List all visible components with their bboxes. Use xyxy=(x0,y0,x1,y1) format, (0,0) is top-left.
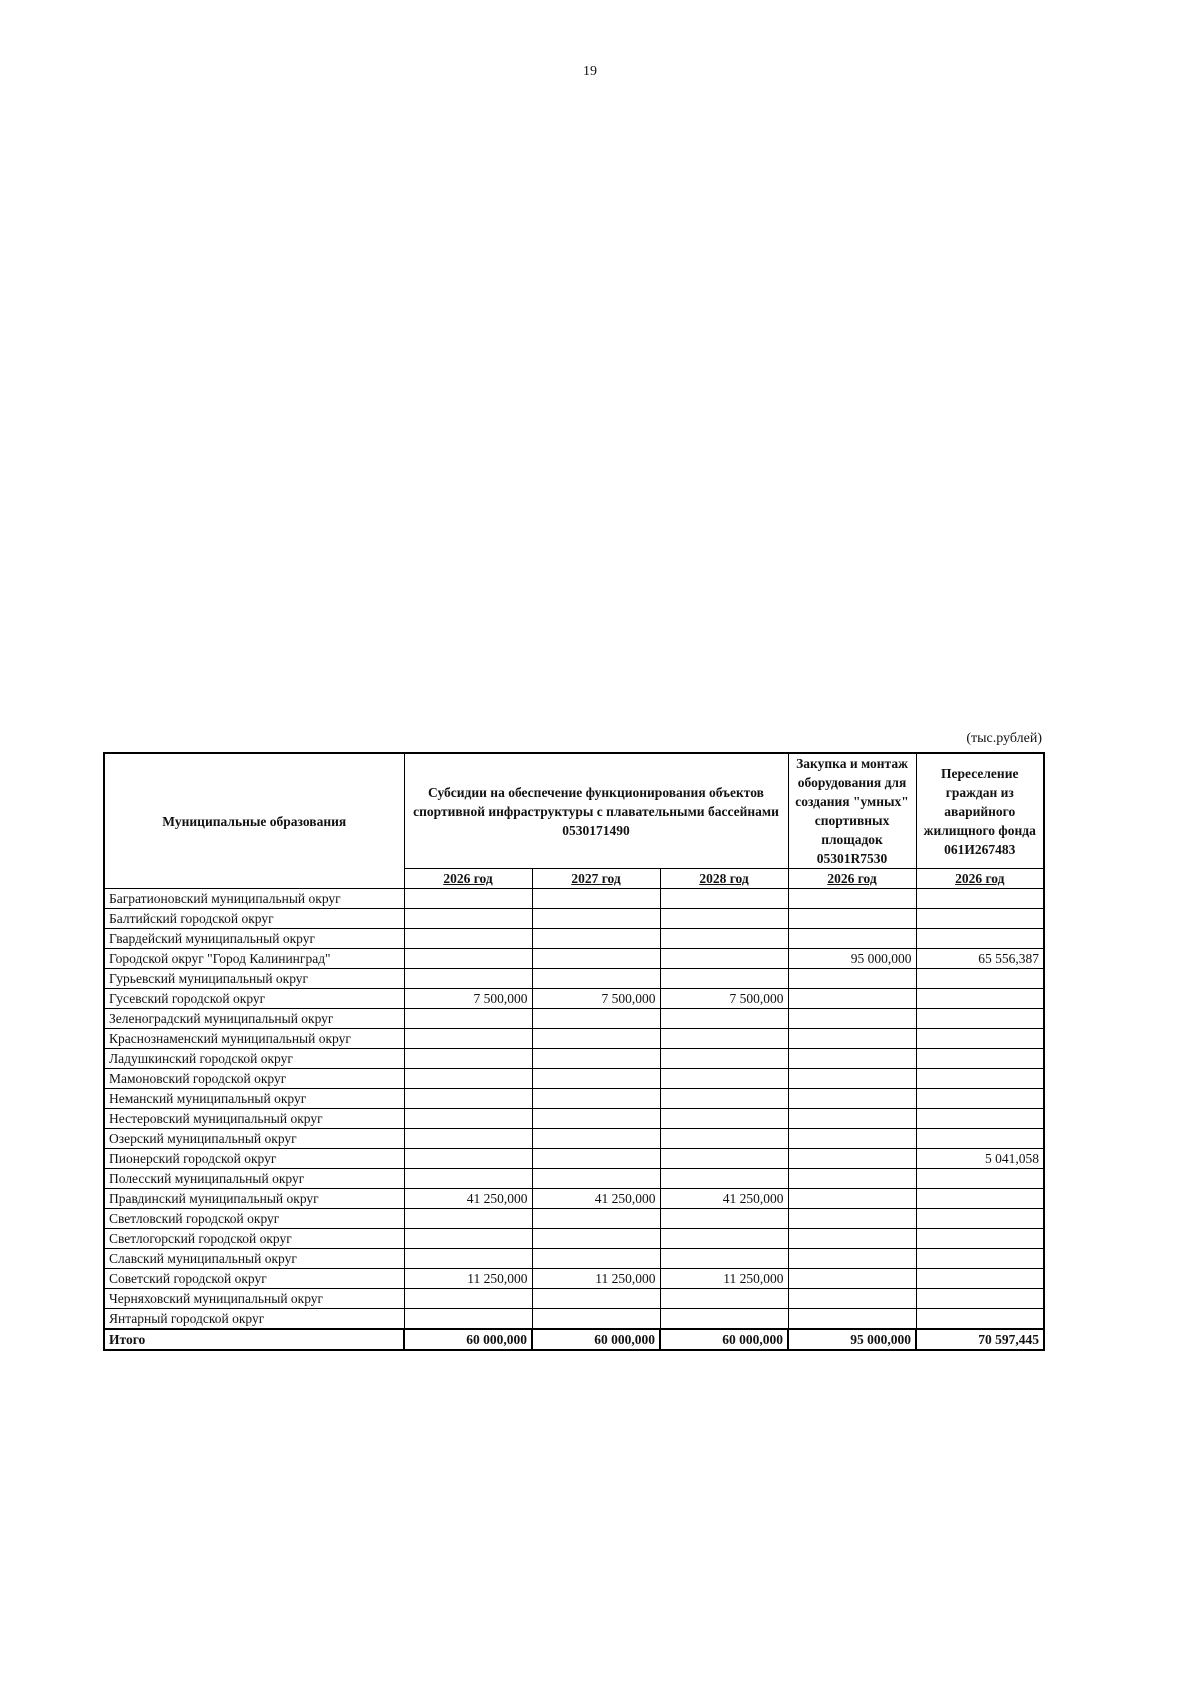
value-cell xyxy=(660,1149,788,1169)
table-row xyxy=(104,1089,1044,1109)
value-cell xyxy=(532,909,660,929)
value-cell xyxy=(404,1009,532,1029)
value-cell xyxy=(404,889,532,909)
table-row xyxy=(104,1129,1044,1149)
municipality-name: Городской округ "Город Калининград" xyxy=(104,949,404,969)
value-cell xyxy=(916,1029,1044,1049)
value-cell xyxy=(532,1309,660,1330)
value-cell xyxy=(532,889,660,909)
value-cell xyxy=(788,1169,916,1189)
value-cell xyxy=(404,1069,532,1089)
table-row xyxy=(104,989,1044,1009)
municipality-name: Правдинский муниципальный округ xyxy=(104,1189,404,1209)
value-cell xyxy=(916,1229,1044,1249)
table-row xyxy=(104,1029,1044,1049)
table-row xyxy=(104,1169,1044,1189)
municipality-name: Янтарный городской округ xyxy=(104,1309,404,1330)
units-label: (тыс.рублей) xyxy=(966,731,1042,746)
value-cell: 7 500,000 xyxy=(532,989,660,1009)
value-cell xyxy=(788,1089,916,1109)
municipality-name: Гурьевский муниципальный округ xyxy=(104,969,404,989)
value-cell: 5 041,058 xyxy=(916,1149,1044,1169)
value-cell xyxy=(916,889,1044,909)
value-cell xyxy=(404,1049,532,1069)
value-cell xyxy=(660,1089,788,1109)
table-row xyxy=(104,1269,1044,1289)
municipality-name: Славский муниципальный округ xyxy=(104,1249,404,1269)
value-cell xyxy=(532,1229,660,1249)
value-cell: 7 500,000 xyxy=(660,989,788,1009)
value-cell xyxy=(404,1169,532,1189)
value-cell xyxy=(788,929,916,949)
value-cell xyxy=(916,1069,1044,1089)
value-cell xyxy=(660,1129,788,1149)
value-cell xyxy=(660,949,788,969)
value-cell xyxy=(916,1269,1044,1289)
table-row xyxy=(104,1229,1044,1249)
value-cell xyxy=(916,1129,1044,1149)
municipality-name: Светловский городской округ xyxy=(104,1209,404,1229)
header-year: 2027 год xyxy=(532,869,660,889)
value-cell: 41 250,000 xyxy=(404,1189,532,1209)
table-row xyxy=(104,1209,1044,1229)
value-cell xyxy=(916,1169,1044,1189)
value-cell xyxy=(788,1069,916,1089)
total-cell: 60 000,000 xyxy=(660,1329,788,1350)
value-cell xyxy=(532,1049,660,1069)
table-row xyxy=(104,1149,1044,1169)
value-cell xyxy=(404,1109,532,1129)
total-cell: 95 000,000 xyxy=(788,1329,916,1350)
table-row xyxy=(104,1249,1044,1269)
total-label: Итого xyxy=(104,1329,404,1350)
value-cell xyxy=(404,1209,532,1229)
municipality-name: Светлогорский городской округ xyxy=(104,1229,404,1249)
value-cell xyxy=(532,1089,660,1109)
municipality-name: Багратионовский муниципальный округ xyxy=(104,889,404,909)
value-cell xyxy=(532,1249,660,1269)
value-cell xyxy=(660,1229,788,1249)
value-cell xyxy=(788,1129,916,1149)
value-cell: 95 000,000 xyxy=(788,949,916,969)
value-cell xyxy=(532,1109,660,1129)
value-cell xyxy=(788,969,916,989)
value-cell xyxy=(916,1049,1044,1069)
value-cell xyxy=(788,1289,916,1309)
value-cell xyxy=(532,1069,660,1089)
value-cell xyxy=(404,1289,532,1309)
header-year: 2026 год xyxy=(916,869,1044,889)
value-cell xyxy=(916,1189,1044,1209)
value-cell xyxy=(532,1149,660,1169)
value-cell xyxy=(404,969,532,989)
value-cell xyxy=(532,949,660,969)
value-cell xyxy=(532,1009,660,1029)
table-row xyxy=(104,1289,1044,1309)
value-cell: 41 250,000 xyxy=(660,1189,788,1209)
value-cell: 65 556,387 xyxy=(916,949,1044,969)
table-row xyxy=(104,1309,1044,1330)
header-smart-sport-grounds: Закупка и монтаж оборудования для создания "умных" спортивных площадок 05301R7530 xyxy=(788,753,916,869)
value-cell xyxy=(404,1229,532,1249)
municipality-name: Неманский муниципальный округ xyxy=(104,1089,404,1109)
municipality-name: Черняховский муниципальный округ xyxy=(104,1289,404,1309)
municipality-name: Балтийский городской округ xyxy=(104,909,404,929)
municipality-name: Мамоновский городской округ xyxy=(104,1069,404,1089)
value-cell xyxy=(660,1309,788,1330)
municipality-name: Зеленоградский муниципальный округ xyxy=(104,1009,404,1029)
value-cell xyxy=(660,889,788,909)
value-cell: 11 250,000 xyxy=(660,1269,788,1289)
value-cell xyxy=(788,909,916,929)
value-cell xyxy=(532,1289,660,1309)
value-cell xyxy=(404,1089,532,1109)
value-cell xyxy=(532,1029,660,1049)
municipality-name: Гвардейский муниципальный округ xyxy=(104,929,404,949)
budget-table xyxy=(103,752,1045,1351)
value-cell xyxy=(404,909,532,929)
municipality-name: Пионерский городской округ xyxy=(104,1149,404,1169)
value-cell: 11 250,000 xyxy=(404,1269,532,1289)
value-cell xyxy=(788,1309,916,1330)
value-cell xyxy=(788,1109,916,1129)
value-cell xyxy=(532,1129,660,1149)
value-cell xyxy=(916,909,1044,929)
total-cell: 60 000,000 xyxy=(532,1329,660,1350)
value-cell xyxy=(404,949,532,969)
value-cell xyxy=(916,1009,1044,1029)
value-cell xyxy=(660,1009,788,1029)
table-row xyxy=(104,949,1044,969)
municipality-name: Краснознаменский муниципальный округ xyxy=(104,1029,404,1049)
value-cell xyxy=(788,989,916,1009)
header-resettlement: Переселение граждан из аварийного жилищного фонда 061И267483 xyxy=(916,753,1044,869)
value-cell xyxy=(404,1309,532,1330)
value-cell xyxy=(660,929,788,949)
value-cell xyxy=(788,1229,916,1249)
header-year: 2026 год xyxy=(788,869,916,889)
value-cell xyxy=(532,969,660,989)
value-cell: 41 250,000 xyxy=(532,1189,660,1209)
value-cell xyxy=(660,969,788,989)
page-number: 19 xyxy=(583,64,597,79)
value-cell xyxy=(916,1109,1044,1129)
table-row xyxy=(104,969,1044,989)
value-cell xyxy=(788,1009,916,1029)
value-cell xyxy=(660,1029,788,1049)
value-cell xyxy=(660,1209,788,1229)
value-cell xyxy=(404,1029,532,1049)
value-cell xyxy=(788,1049,916,1069)
value-cell xyxy=(532,929,660,949)
value-cell xyxy=(404,1249,532,1269)
municipality-name: Нестеровский муниципальный округ xyxy=(104,1109,404,1129)
value-cell xyxy=(404,1129,532,1149)
value-cell xyxy=(916,969,1044,989)
value-cell: 11 250,000 xyxy=(532,1269,660,1289)
value-cell xyxy=(916,1089,1044,1109)
value-cell xyxy=(916,1309,1044,1330)
table-row xyxy=(104,1069,1044,1089)
total-cell: 70 597,445 xyxy=(916,1329,1044,1350)
table-row xyxy=(104,1049,1044,1069)
value-cell xyxy=(660,1169,788,1189)
value-cell xyxy=(788,1209,916,1229)
value-cell xyxy=(916,1249,1044,1269)
municipality-name: Гусевский городской округ xyxy=(104,989,404,1009)
value-cell xyxy=(916,929,1044,949)
table-row xyxy=(104,909,1044,929)
value-cell xyxy=(532,1209,660,1229)
value-cell xyxy=(404,929,532,949)
value-cell xyxy=(916,1209,1044,1229)
header-municipalities: Муниципальные образования xyxy=(104,753,404,889)
total-cell: 60 000,000 xyxy=(404,1329,532,1350)
header-year: 2028 год xyxy=(660,869,788,889)
value-cell xyxy=(660,1289,788,1309)
value-cell xyxy=(916,989,1044,1009)
header-pool-subsidies: Субсидии на обеспечение функционирования объектов спортивной инфраструктуры с плавательными бассейнами 0530171490 xyxy=(404,753,788,869)
value-cell xyxy=(660,1109,788,1129)
table-row xyxy=(104,929,1044,949)
value-cell xyxy=(660,1049,788,1069)
total-row xyxy=(104,1329,1044,1350)
municipality-name: Озерский муниципальный округ xyxy=(104,1129,404,1149)
value-cell xyxy=(788,1269,916,1289)
table-row xyxy=(104,1009,1044,1029)
value-cell xyxy=(788,889,916,909)
table-row xyxy=(104,1109,1044,1129)
value-cell xyxy=(788,1249,916,1269)
value-cell xyxy=(660,1249,788,1269)
table-row xyxy=(104,1189,1044,1209)
value-cell xyxy=(660,909,788,929)
table-body xyxy=(104,889,1044,1330)
municipality-name: Полесский муниципальный округ xyxy=(104,1169,404,1189)
header-year: 2026 год xyxy=(404,869,532,889)
value-cell xyxy=(404,1149,532,1169)
value-cell xyxy=(916,1289,1044,1309)
value-cell xyxy=(788,1189,916,1209)
value-cell xyxy=(788,1029,916,1049)
municipality-name: Советский городской округ xyxy=(104,1269,404,1289)
value-cell xyxy=(660,1069,788,1089)
municipality-name: Ладушкинский городской округ xyxy=(104,1049,404,1069)
table-row xyxy=(104,889,1044,909)
value-cell xyxy=(532,1169,660,1189)
value-cell xyxy=(788,1149,916,1169)
value-cell: 7 500,000 xyxy=(404,989,532,1009)
